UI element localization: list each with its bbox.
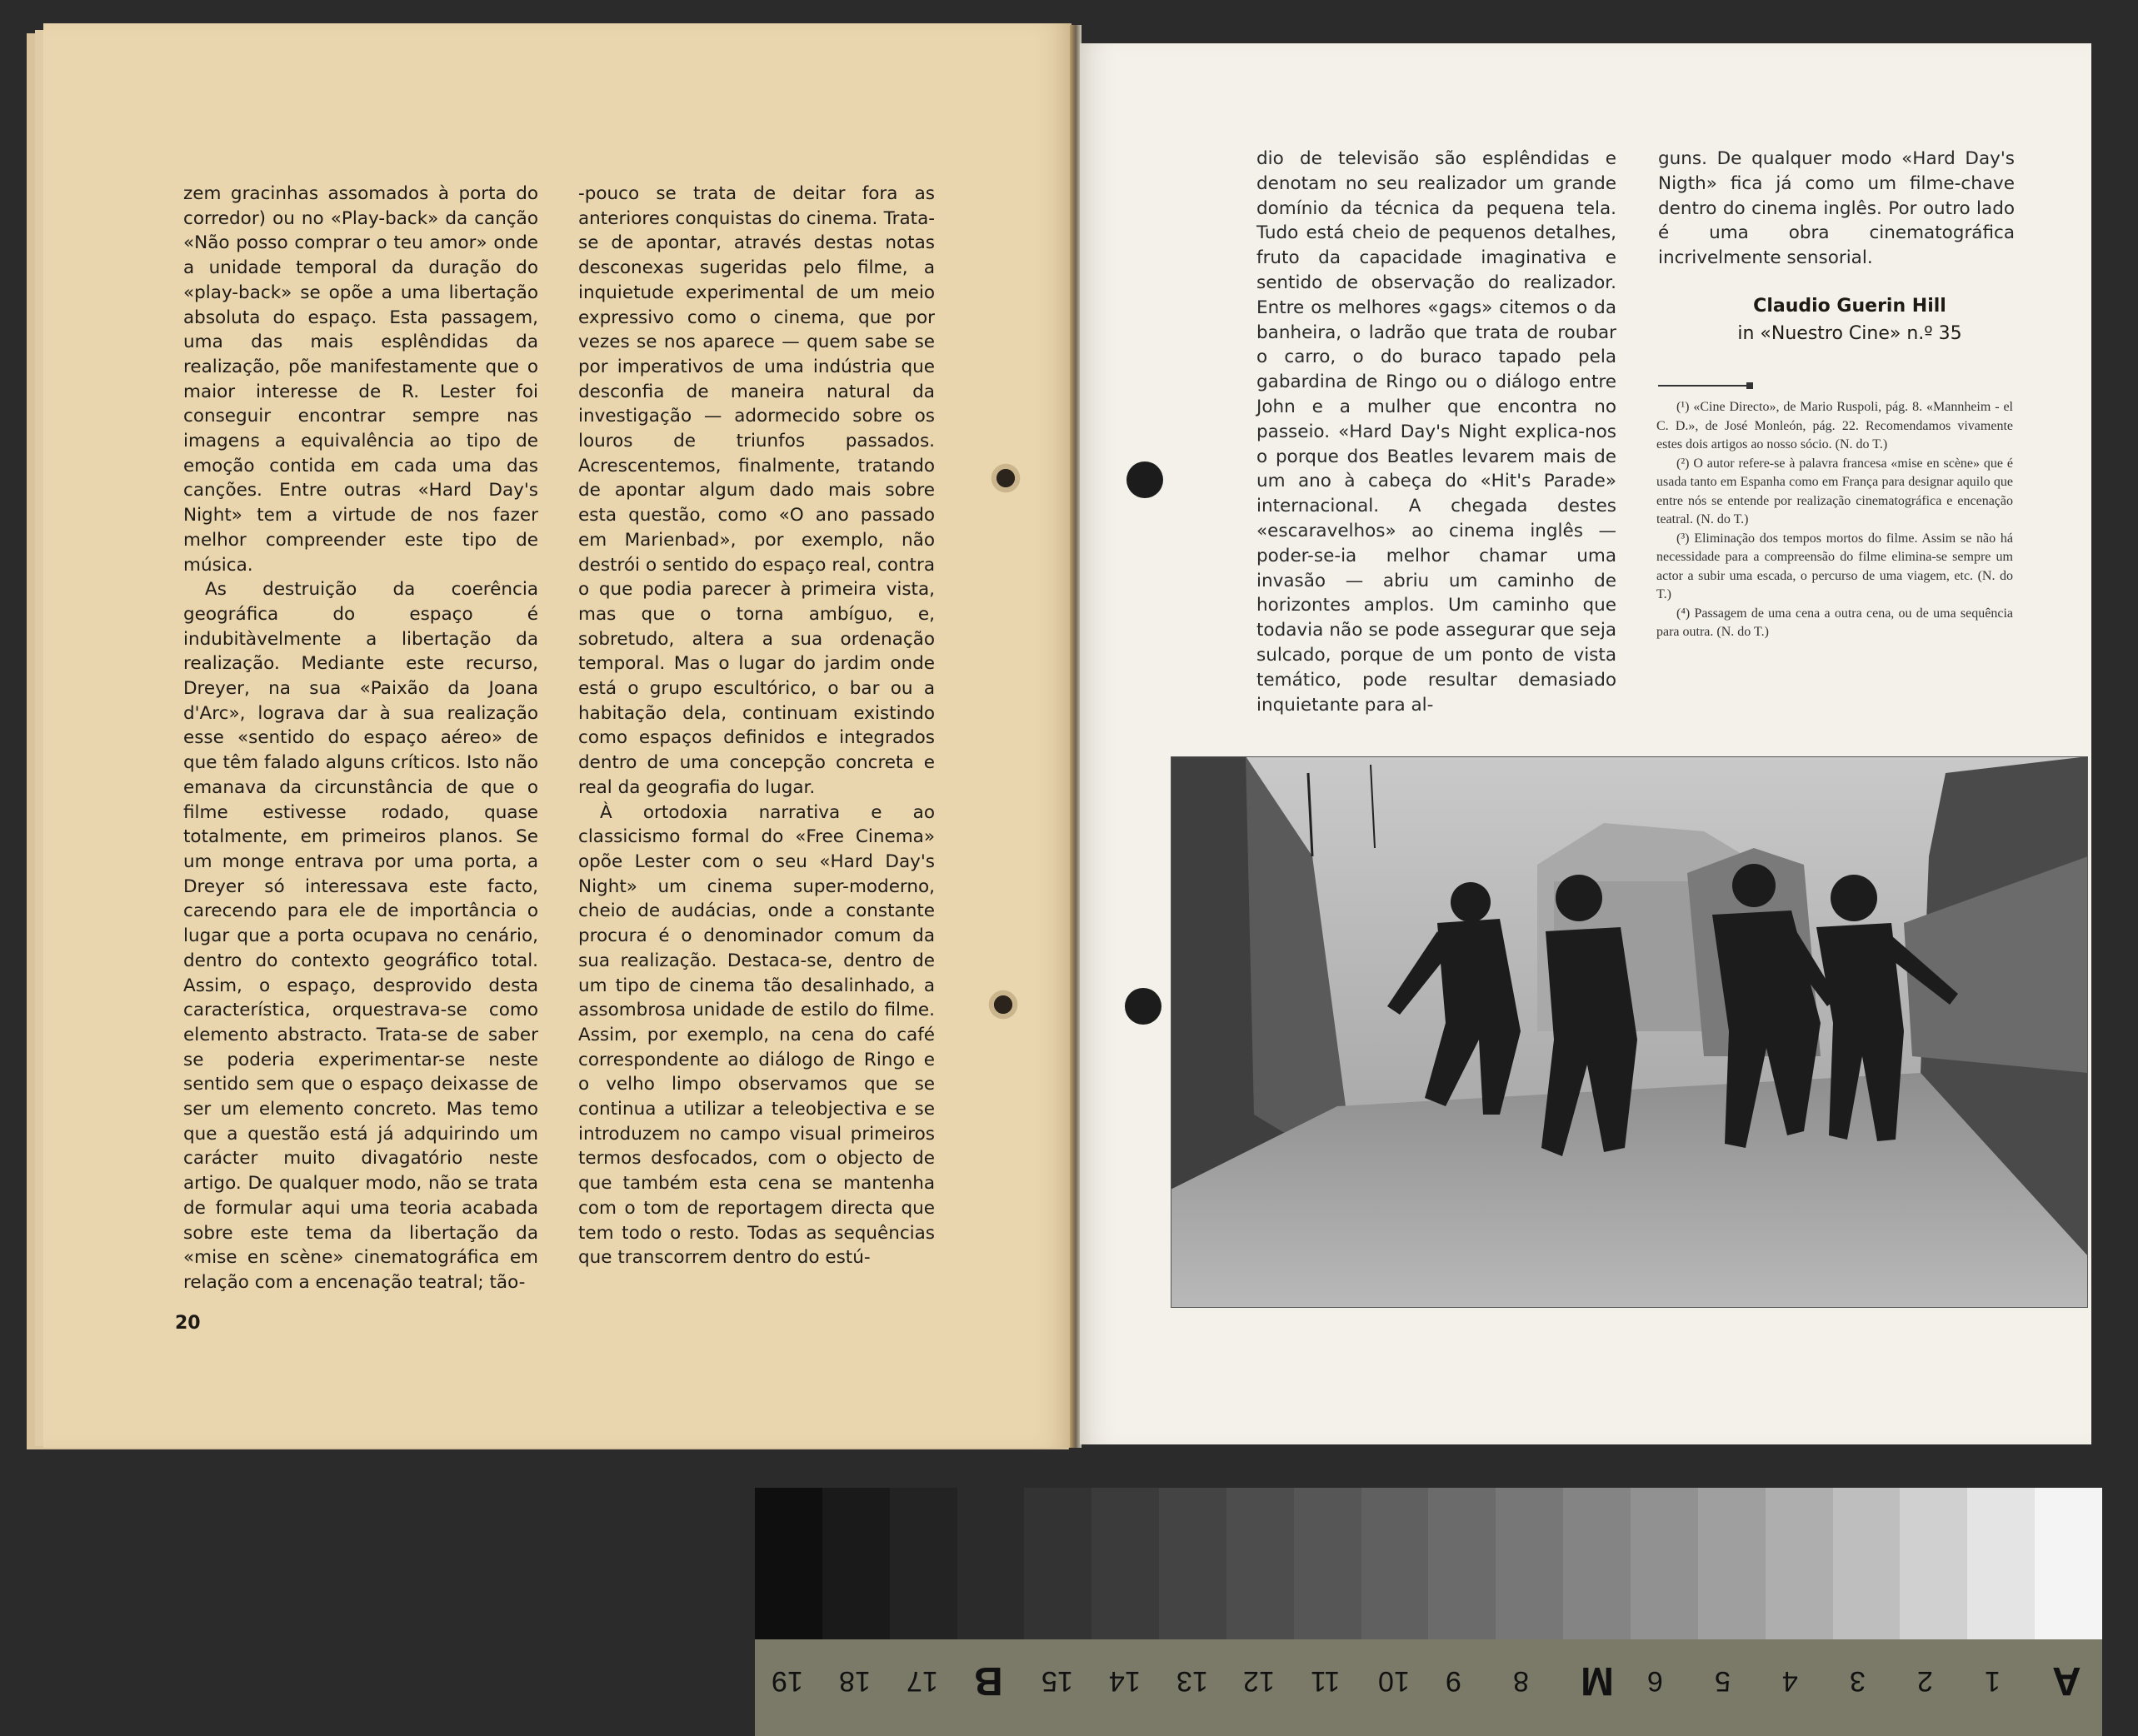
ruler-label: 12 [1243,1665,1276,1697]
footnote-rule [1658,385,1750,387]
article-author: Claudio Guerin Hill [1753,296,1946,317]
gray-patch [2035,1488,2102,1639]
article-source: in «Nuestro Cine» n.º 35 [1737,323,1962,344]
paragraph: -pouco se trata de deitar fora as anteriores conquistas do cinema. Trata-se de apontar, através destas notas desconexas sugeridas pelo filme, a inquietude experimental de um meio expressivo como o cinema, que por vezes se nos aparece — quem sabe se por imperativos de uma indústria que desconfia de maneira natural da investigação — adormecido sobre os louros de triunfos passados. Acrescentemos, finalmente, tratando de apontar algum dado mais sobre esta questão, como «O ano passado em Marienbad», por exemplo, não destrói o sentido do espaço real, contra o que podia parecer à primeira vista, mas que o torna ambíguo, e, sobretudo, altera a sua ordenação temporal. Mas o lugar do jardim onde está o grupo escultórico, o bar ou a habitação dela, continuam existindo como espaços definidos e integrados dentro de uma concepção concreta e real da geografia do lugar. [578,183,935,798]
gray-patch [822,1488,890,1639]
ruler-label: 10 [1378,1665,1410,1697]
torn-hole-lower [988,990,1022,1023]
gray-patch [1833,1488,1901,1639]
scale-ruler [755,1639,2102,1736]
gray-patch [1496,1488,1563,1639]
gray-patch [1091,1488,1159,1639]
film-still-photo [1171,756,2088,1308]
ruler-label: 19 [772,1665,804,1697]
ruler-label: 11 [1311,1665,1341,1697]
punch-hole-upper [1126,461,1163,498]
ruler-label: 2 [1916,1665,1933,1697]
ruler-label: 5 [1715,1665,1731,1697]
footnote-rule-end [1746,382,1753,389]
right-page-column-2: guns. De qualquer modo «Hard Day's Nigth» fica já como um filme-chave dentro do cinema inglês. Por outro lado é uma obra cinematográfica incrivelmente sensorial. [1658,148,2015,269]
gray-patch [1631,1488,1698,1639]
page-number: 20 [175,1313,201,1334]
ruler-label: 18 [839,1665,872,1697]
ruler-label: 17 [907,1665,938,1697]
ruler-label: M [1580,1659,1614,1703]
gray-patch [1024,1488,1091,1639]
gray-patch [1428,1488,1496,1639]
ruler-label: 14 [1108,1665,1141,1697]
ruler-label: 3 [1850,1665,1866,1697]
footnote: (¹) «Cine Directo», de Mario Ruspoli, pág. 8. «Mannheim - el C. D.», de José Monleón, pág. 22. Recomendamos vivamente estes dois artigos ao nosso sócio. (N. do T.) [1656,400,2013,451]
ruler-label: 13 [1176,1665,1208,1697]
footnote: (⁴) Passagem de uma cena a outra cena, ou de uma sequência para outra. (N. do T.) [1656,606,2013,639]
right-page-column-1: dio de televisão são esplêndidas e denotam no seu realizador um grande domínio da técnica da pequena tela. Tudo está cheio de pequenos detalhes, fruto da capacidade imaginativa e sentido de observação do realizador. Entre os melhores «gags» citemos o da banheira, o ladrão que trata de roubar o carro, o do buraco tapado pela gabardina de Ringo ou o diálogo entre John e a mulher que encontra no passeio. «Hard Day's Night explica-nos o porque dos Beatles levarem mais de um ano à cabeça do «Hit's Parade» internacional. A chegada destes «escaravelhos» ao cinema inglês — poder-se-ia melhor chamar uma invasão — abriu um caminho de horizontes amplos. Um caminho que todavia não se pode assegurar que seja sulcado, porque de um ponto de vista temático, pode resultar demasiado inquietante para al- [1256,148,1616,716]
gray-patches [755,1488,2102,1639]
punch-hole-lower [1125,988,1161,1025]
ruler-label: 8 [1512,1665,1529,1697]
gray-patch [1698,1488,1766,1639]
footnote: (²) O autor refere-se à palavra francesa «mise en scène» que é usada tanto em Espanha como em França para designar aquilo que entre nós se entende por realização cinematográfica e encenação teatral. (N. do T.) [1656,456,2013,526]
gray-patch [1563,1488,1631,1639]
paragraph: As destruição da coerência geográfica do espaço é indubitàvelmente a libertação da realização. Mediante este recurso, Dreyer, na sua «Paixão da Joana d'Arc», lograva dar à sua realização esse «sentido do espaço aéreo» de que têm falado alguns críticos. Isto não emanava da circunstância de que o filme estivesse rodado, quase totalmente, em primeiros planos. Se um monge entrava por uma porta, a Dreyer só interessava este facto, carecendo para ele de importância o lugar que a porta ocupava no cenário, dentro do contexto geográfico total. Assim, o espaço, desprovido desta característica, orquestrava-se como elemento abstracto. Trata-se de saber se poderia experimentar-se neste sentido sem que o espaço deixasse de ser um elemento concreto. Mas temo que a questão está já adquirindo um carácter muito divagatório neste artigo. De qualquer modo, não se trata de formular aqui uma teoria acabada sobre este tema da libertação da «mise en scène» cinematográfica em relação com a encenação teatral; tão- [183,579,538,1293]
gray-patch [1226,1488,1294,1639]
ruler-label: 15 [1041,1665,1073,1697]
color-calibration-target [755,1488,2102,1736]
ruler-label: B [973,1659,1003,1703]
gray-patch [890,1488,957,1639]
footnote: (³) Eliminação dos tempos mortos do filme. Assim se não há necessidade para a compreensão do filme elimina-se sempre um actor a subir uma escada, o percurso de uma viagem, etc. (N. do T.) [1656,531,2013,601]
torn-hole-upper [991,463,1024,496]
ruler-label: 4 [1782,1665,1799,1697]
left-page-column-2 [578,182,935,1270]
gray-patch [1294,1488,1361,1639]
footnotes [1656,398,2013,642]
gray-patch [1900,1488,1967,1639]
gray-patch [755,1488,822,1639]
paragraph: À ortodoxia narrativa e ao classicismo formal do «Free Cinema» opõe Lester com o seu «Hard Day's Night» um cinema super-moderno, cheio de audácias, onde a constante procura é o denominador comum da sua realização. Destaca-se, dentro de um tipo de cinema tão desalinhado, a assombrosa unidade de estilo do filme. Assim, por exemplo, na cena do café correspondente ao diálogo de Ringo e o velho limpo observamos que se continua a utilizar a teleobjectiva e se introduzem no campo visual primeiros termos desfocados, com o objecto de que também esta cena se mantenha com o tom de reportagem directa que tem todo o resto. Todas as sequências que transcorrem dentro do estú- [578,801,935,1269]
gray-patch [1967,1488,2035,1639]
gray-patch [1766,1488,1833,1639]
paragraph: zem gracinhas assomados à porta do corredor) ou no «Play-back» da canção «Não posso comprar o teu amor» onde a unidade temporal da duração do «play-back» se opõe a uma libertação absoluta do espaço. Esta passagem, uma das mais esplêndidas da realização, põe manifestamente que o maior interesse de R. Lester foi conseguir encontrar sempre nas imagens a equivalência ao tipo de emoção contida em cada uma das canções. Entre outras «Hard Day's Night» tem a virtude de nos fazer melhor compreender este tipo de música. [183,183,538,576]
ruler-label: 9 [1445,1665,1461,1697]
gray-patch [1159,1488,1226,1639]
left-page-column-1 [183,182,538,1295]
ruler-label: 6 [1647,1665,1664,1697]
film-still-image [1171,756,2088,1308]
ruler-label: A [2051,1659,2081,1703]
gray-patch [957,1488,1025,1639]
ruler-label: 1 [1984,1665,2001,1697]
gray-patch [1361,1488,1429,1639]
